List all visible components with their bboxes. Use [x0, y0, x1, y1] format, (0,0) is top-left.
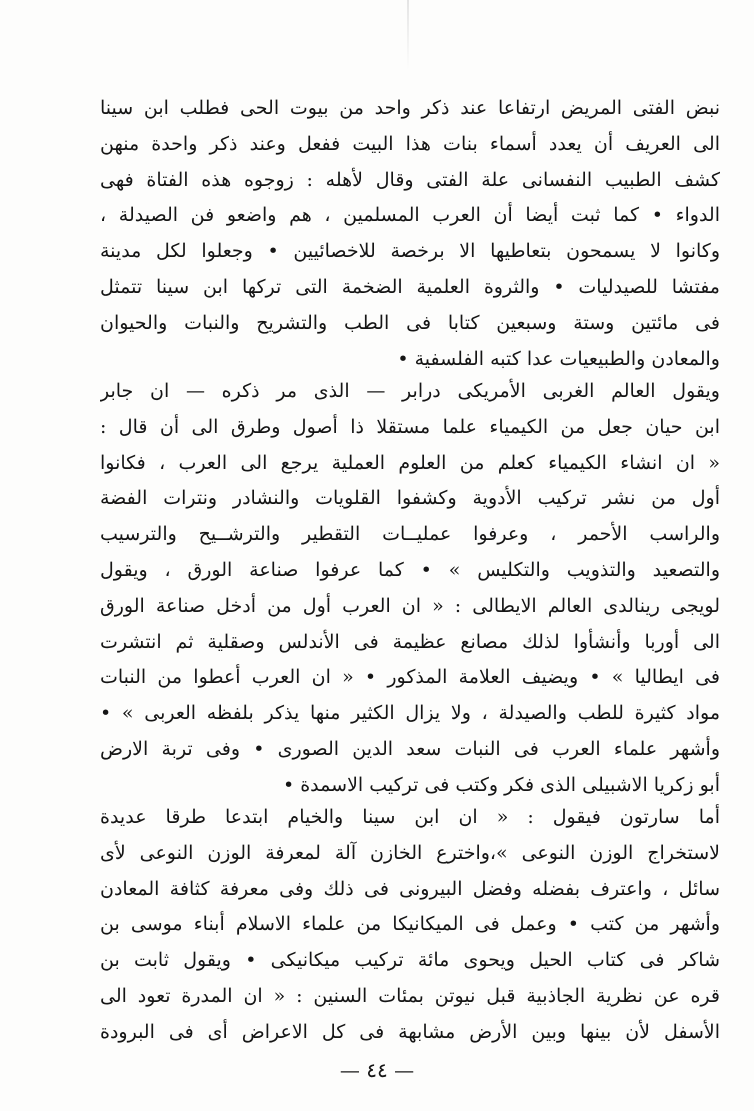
text-line: وأشهر من كتب • وعمل فى الميكانيكا من علماء الاسلام أبناء موسى بن	[100, 913, 720, 936]
text-line: فى مائتين وستة وسبعين كتابا فى الطب والتشريح والنبات والحيوان	[100, 311, 720, 334]
text-line: أبو زكريا الاشبيلى الذى فكر وكتب فى تركيب الاسمدة •	[282, 773, 720, 796]
text-line: مواد كثيرة للطب والصيدلة ، ولا يزال الكثير منها يذكر بلفظه العربى » •	[100, 702, 720, 725]
text-line: كشف الطبيب النفسانى علة الفتى وقال لأهله : زوجوه هذه الفتاة فهى	[100, 168, 720, 191]
paragraph-1	[100, 91, 720, 377]
text-line: الى العريف أن يعدد أسماء بنات هذا البيت ففعل وعند ذكر واحدة منهن	[100, 132, 720, 155]
text-line: ابن حيان جعل من الكيمياء علما مستقلا ذا أصول وطرق الى أن قال :	[100, 415, 720, 438]
text-line: « ان انشاء الكيمياء كعلم من العلوم العملية يرجع الى العرب ، فكانوا	[100, 451, 720, 474]
text-line: لاستخراج الوزن النوعى »،واخترع الخازن آلة لمعرفة الوزن النوعى لأى	[100, 841, 720, 864]
text-line: الى أوربا وأنشأوا لذلك مصانع عظيمة فى الأندلس وصقلية ثم انتشرت	[100, 630, 720, 653]
text-line: وأشهر علماء العرب فى النبات سعد الدين الصورى • وفى تربة الارض	[100, 737, 720, 760]
paragraph-2	[100, 374, 720, 804]
page-number: — ٤٤ —	[339, 1058, 415, 1082]
text-line: شاكر فى كتاب الحيل ويحوى مائة تركيب ميكانيكى • ويقول ثابت بن	[100, 949, 720, 972]
text-line: مفتشا للصيدليات • والثروة العلمية الضخمة التى تركها ابن سينا تتمثل	[100, 275, 720, 298]
paragraph-3	[100, 800, 720, 1051]
text-line: أول من نشر تركيب الأدوية وكشفوا القلويات والنشادر ونترات الفضة	[100, 487, 720, 510]
text-line: أما سارتون فيقول : « ان ابن سينا والخيام ابتدعا طرقا عديدة	[100, 806, 720, 828]
text-line: والمعادن والطبيعيات عدا كتبه الفلسفية •	[397, 347, 720, 370]
text-line: فى ايطاليا » • ويضيف العلامة المذكور • « ان العرب أعطوا من النبات	[100, 666, 720, 689]
text-line: الدواء • كما ثبت أيضا أن العرب المسلمين ، هم واضعو فن الصيدلة ،	[100, 204, 720, 227]
text-line: الأسفل لأن بينها وبين الأرض مشابهة فى كل الاعراض أى فى البرودة	[100, 1020, 720, 1043]
text-line: وكانوا لا يسمحون بتعاطيها الا برخصة للاخصائيين • وجعلوا لكل مدينة	[100, 240, 720, 263]
text-line: نبض الفتى المريض ارتفاعا عند ذكر واحد من بيوت الحى فطلب ابن سينا	[100, 97, 720, 119]
text-line: والراسب الأحمر ، وعرفوا عمليــات التقطير والترشــيح والترسيب	[100, 523, 720, 546]
scan-mark	[407, 0, 409, 70]
text-line: والتصعيد والتذويب والتكليس » • كما عرفوا صناعة الورق ، ويقول	[100, 558, 720, 581]
text-line: سائل ، واعترف بفضله وفضل البيرونى فى ذلك وفى معرفة كثافة المعادن	[100, 877, 720, 900]
text-line: قره عن نظرية الجاذبية قبل نيوتن بمئات السنين : « ان المدرة تعود الى	[100, 984, 720, 1007]
text-line: لويجى رينالدى العالم الايطالى : « ان العرب أول من أدخل صناعة الورق	[100, 594, 720, 617]
text-line: ويقول العالم الغربى الأمريكى درابر — الذى مر ذكره — ان جابر	[100, 380, 720, 402]
